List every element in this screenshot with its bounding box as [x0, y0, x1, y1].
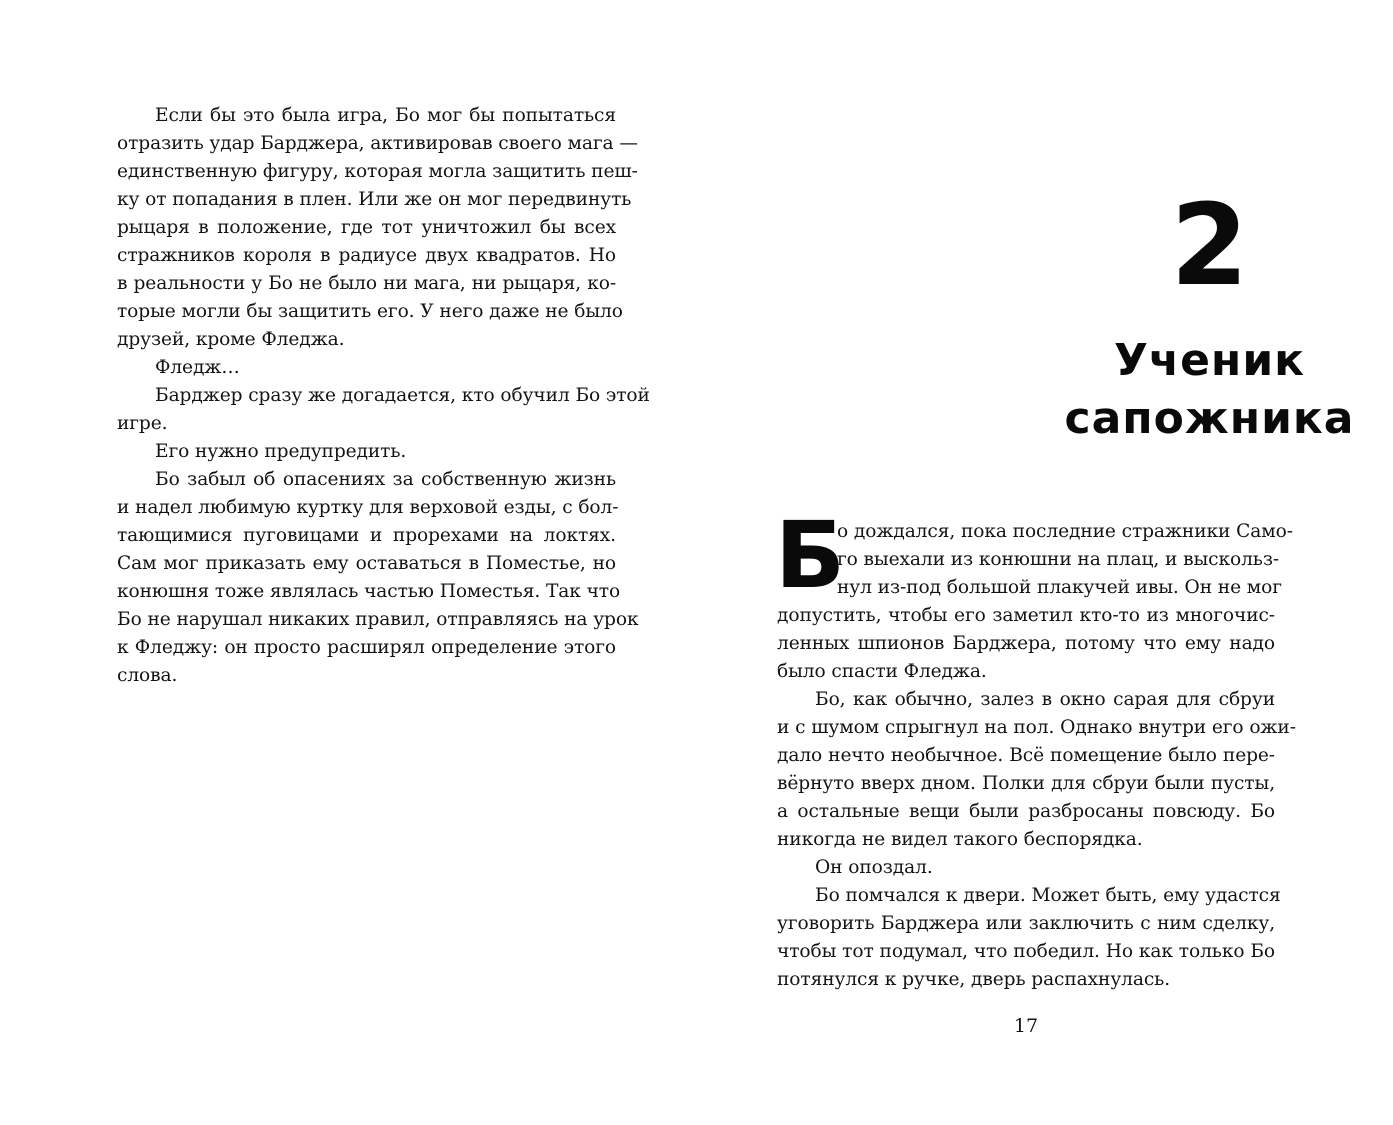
text-line: единственную фигуру, которая могла защитить пеш-: [117, 161, 638, 182]
left-page-text: [117, 102, 650, 690]
text-line: потянулся к ручке, дверь распахнулась.: [777, 969, 1171, 990]
text-line: чтобы тот подумал, что победил. Но как только Бо: [777, 941, 1275, 962]
text-line: рыцаря в положение, где тот уничтожил бы всех: [117, 217, 616, 238]
text-line: стражников короля в радиусе двух квадратов. Но: [117, 245, 616, 266]
text-line: Сам мог приказать ему оставаться в Поместье, но: [117, 553, 616, 574]
text-line: было спасти Фледжа.: [777, 661, 987, 682]
text-line: Барджер сразу же догадается, кто обучил Бо этой: [155, 385, 650, 406]
text-line: в реальности у Бо не было ни мага, ни рыцаря, ко-: [117, 273, 616, 294]
text-line: ку от попадания в плен. Или же он мог передвинуть: [117, 189, 632, 210]
text-line: Он опоздал.: [815, 857, 933, 878]
text-line: Бо помчался к двери. Может быть, ему удастся: [815, 885, 1281, 906]
text-line: дало нечто необычное. Всё помещение было пере-: [777, 745, 1275, 766]
text-line: слова.: [117, 665, 178, 686]
text-line: Если бы это была игра, Бо мог бы попытаться: [155, 105, 616, 126]
text-line: Бо не нарушал никаких правил, отправляясь на урок: [117, 609, 639, 630]
text-line: о дождался, пока последние стражники Само-: [837, 521, 1293, 542]
page-number: 17: [1013, 1015, 1039, 1037]
text-line: игре.: [117, 413, 168, 434]
text-line: нул из-под большой плакучей ивы. Он не мог: [837, 577, 1282, 598]
right-page-text: [777, 518, 1296, 994]
text-line: го выехали из конюшни на плац, и выскольз-: [837, 549, 1280, 570]
text-line: и с шумом спрыгнул на пол. Однако внутри его ожи-: [777, 717, 1296, 738]
text-line: к Фледжу: он просто расширял определение этого: [117, 637, 616, 658]
text-line: допустить, чтобы его заметил кто-то из многочис-: [777, 605, 1275, 626]
text-line: тающимися пуговицами и прорехами на локтях.: [117, 525, 616, 546]
text-line: вёрнуто вверх дном. Полки для сбруи были пусты,: [777, 773, 1275, 794]
text-line: торые могли бы защитить его. У него даже не было: [117, 301, 623, 322]
text-line: отразить удар Барджера, активировав своего мага —: [117, 133, 638, 154]
chapter-title: [696, 332, 1393, 448]
text-line: Бо, как обычно, залез в окно сарая для сбруи: [815, 689, 1275, 710]
drop-cap: Б: [775, 502, 846, 609]
text-line: и надел любимую куртку для верховой езды, с бол-: [117, 497, 619, 518]
text-line: никогда не видел такого беспорядка.: [777, 829, 1143, 850]
chapter-title-line: Ученик: [1113, 335, 1306, 386]
chapter-title-line: сапожника: [1064, 393, 1355, 444]
text-line: Бо забыл об опасениях за собственную жизнь: [155, 469, 616, 490]
text-line: ленных шпионов Барджера, потому что ему надо: [777, 633, 1275, 654]
text-line: друзей, кроме Фледжа.: [117, 329, 345, 350]
text-line: конюшня тоже являлась частью Поместья. Так что: [117, 581, 621, 602]
text-line: а остальные вещи были разбросаны повсюду. Бо: [777, 801, 1275, 822]
text-line: Фледж…: [155, 357, 240, 378]
text-line: Его нужно предупредить.: [155, 441, 407, 462]
chapter-number: 2: [1170, 181, 1249, 311]
text-line: уговорить Барджера или заключить с ним сделку,: [777, 913, 1275, 934]
